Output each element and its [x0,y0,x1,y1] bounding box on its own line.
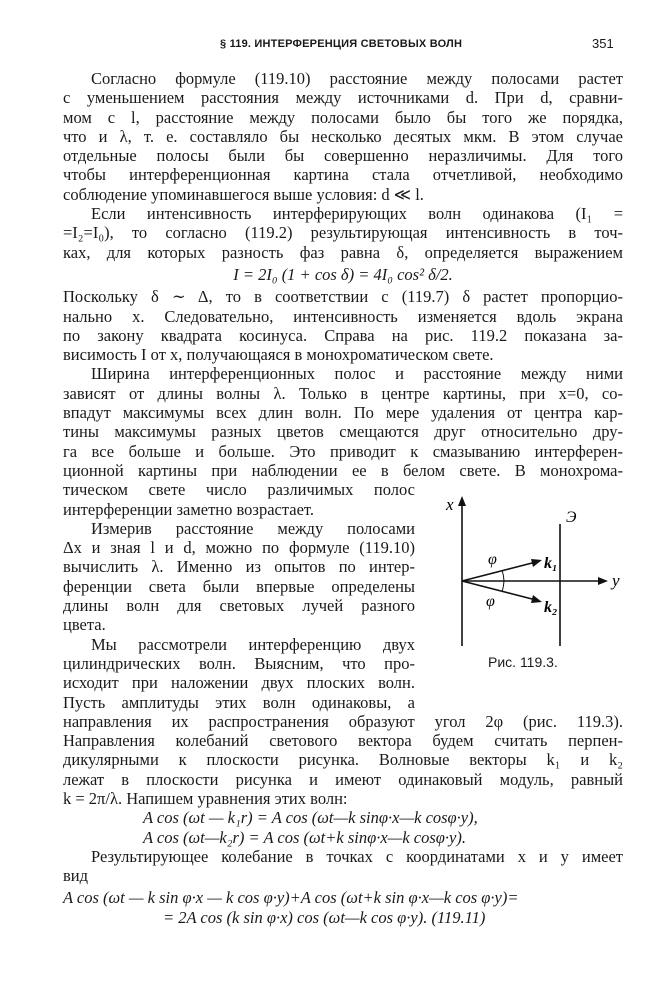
phi-bottom-label: φ [486,593,495,610]
text-line: лежат в плоскости рисунка и имеют одинаковый модуль, равный [63,769,623,789]
text-line: цвета. [63,615,106,635]
text-line: =I₂=I₀), то согласно (119.2) результирующая интенсивность в точ- [63,223,623,243]
text-line: интерференции заметно возрастает. [63,499,314,519]
text-line: соблюдение упоминавшегося выше условия: d ≪ l. [63,184,424,204]
text-line: длины волн для световых лучей разного [63,596,415,616]
text-line: что и λ, т. е. составляло бы несколько десятых мкм. В этом случае [63,126,623,146]
resultant-equation-line-1: A cos (ωt — k sin φ·x — k cos φ·y)+A cos (ωt+k sin φ·x—k cos φ·y)= [63,888,519,908]
text-line: Поскольку δ ∼ Δ, то в соответствии с (119.7) δ растет пропорцио- [63,287,623,307]
text-line: с уменьшением расстояния между источниками d. При d, сравни- [63,88,623,108]
text-line: Результирующее колебание в точках с координатами x и y имеет [91,846,623,866]
text-line: зависят от длины волны λ. Только в центре картины, при x=0, со- [63,383,623,403]
paragraph-1 [63,69,623,204]
text-line: по закону квадрата косинуса. Справа на рис. 119.2 показана за- [63,325,623,345]
text-line: мом с l, расстояние между полосами было бы того же порядка, [63,107,623,127]
text-line: исходит при наложении двух плоских волн. [63,673,415,693]
text-line: впадут максимумы всех длин волн. По мере удаления от центра кар- [63,403,623,423]
text-line: ционной картины при наблюдении ее в белом свете. В монохрома- [63,460,623,480]
text-line: k = 2π/λ. Напишем уравнения этих волн: [63,788,348,808]
paragraph-2 [63,204,623,262]
k1-vector [462,562,536,581]
text-line: вид [63,866,89,886]
text-line: ках, для которых разность фаз равна δ, определяется выражением [63,242,623,262]
wave-vectors-diagram [432,488,632,668]
text-line: направления их распространения образуют угол 2φ (рис. 119.3). [63,711,623,731]
text-line: тическом свете число различимых полос [63,480,415,500]
text-line: Направления колебаний светового вектора будем считать перпен- [63,731,623,751]
text-line: вычислить λ. Именно из опытов по интер- [63,557,415,577]
intensity-formula: I = 2I₀ (1 + cos δ) = 4I₀ cos² δ/2. [233,264,453,284]
text-line: Пусть амплитуды этих волн одинаковы, а [63,692,415,712]
text-line: Измерив расстояние между полосами [91,518,415,538]
phi-top-label: φ [488,551,497,568]
paragraph-3 [63,287,623,364]
wave-equation-1: A cos (ωt — k₁r) = A cos (ωt—k sinφ·x—k cosφ·y), [143,808,478,828]
x-axis-arrow [458,496,466,506]
figure-caption: Рис. 119.3. [488,654,558,670]
y-axis-label: y [612,571,620,590]
text-line: цилиндрических волн. Выясним, что про- [63,653,415,673]
phi-arc-bottom [502,581,504,592]
figure-119-3 [432,488,632,688]
k1-label: k₁ [544,555,558,572]
paragraph-8 [63,847,623,886]
screen-label: Э [566,509,577,526]
phi-arc-top [502,570,504,581]
text-line: чтобы интерференционная картина стала отчетливой, необходимо [63,165,623,185]
k2-vector [462,581,536,600]
text-line: ференции света были впервые определены [63,576,415,596]
running-title: § 119. ИНТЕРФЕРЕНЦИЯ СВЕТОВЫХ ВОЛН [220,38,463,50]
k2-label: k₂ [544,599,558,616]
text-line: дикулярными к плоскости рисунка. Волновые векторы k₁ и k₂ [63,750,623,770]
text-line: Мы рассмотрели интерференцию двух [91,634,415,654]
text-line: Если интенсивность интерферирующих волн одинакова (I₁ = [91,204,623,224]
text-line: Δx и зная l и d, можно по формуле (119.10) [63,538,415,558]
page-number: 351 [592,36,614,51]
page-header [0,36,652,56]
k2-arrowhead [531,595,542,603]
text-line: нально x. Следовательно, интенсивность изменяется вдоль экрана [63,306,623,326]
resultant-equation-line-2: = 2A cos (k sin φ·x) cos (ωt—k cos φ·y). (119.11) [163,907,486,927]
text-line: висимость I от x, получающаяся в монохроматическом свете. [63,345,494,365]
k1-arrowhead [531,559,542,567]
y-axis-arrow [598,577,608,585]
wave-equation-2: A cos (ωt—k₂r) = A cos (ωt+k sinφ·x—k cosφ·y). [143,827,466,847]
text-line: тины максимумы разных цветов смещаются друг относительно дру- [63,422,623,442]
x-axis-label: x [446,495,454,514]
text-line: Ширина интерференционных полос и расстояние между ними [91,364,623,384]
text-line: Согласно формуле (119.10) расстояние между полосами растет [91,69,623,88]
text-line: отдельные полосы были бы совершенно неразличимы. Для того [63,146,623,166]
text-line: га все больше и больше. Это приводит к смазыванию интерферен- [63,441,623,461]
